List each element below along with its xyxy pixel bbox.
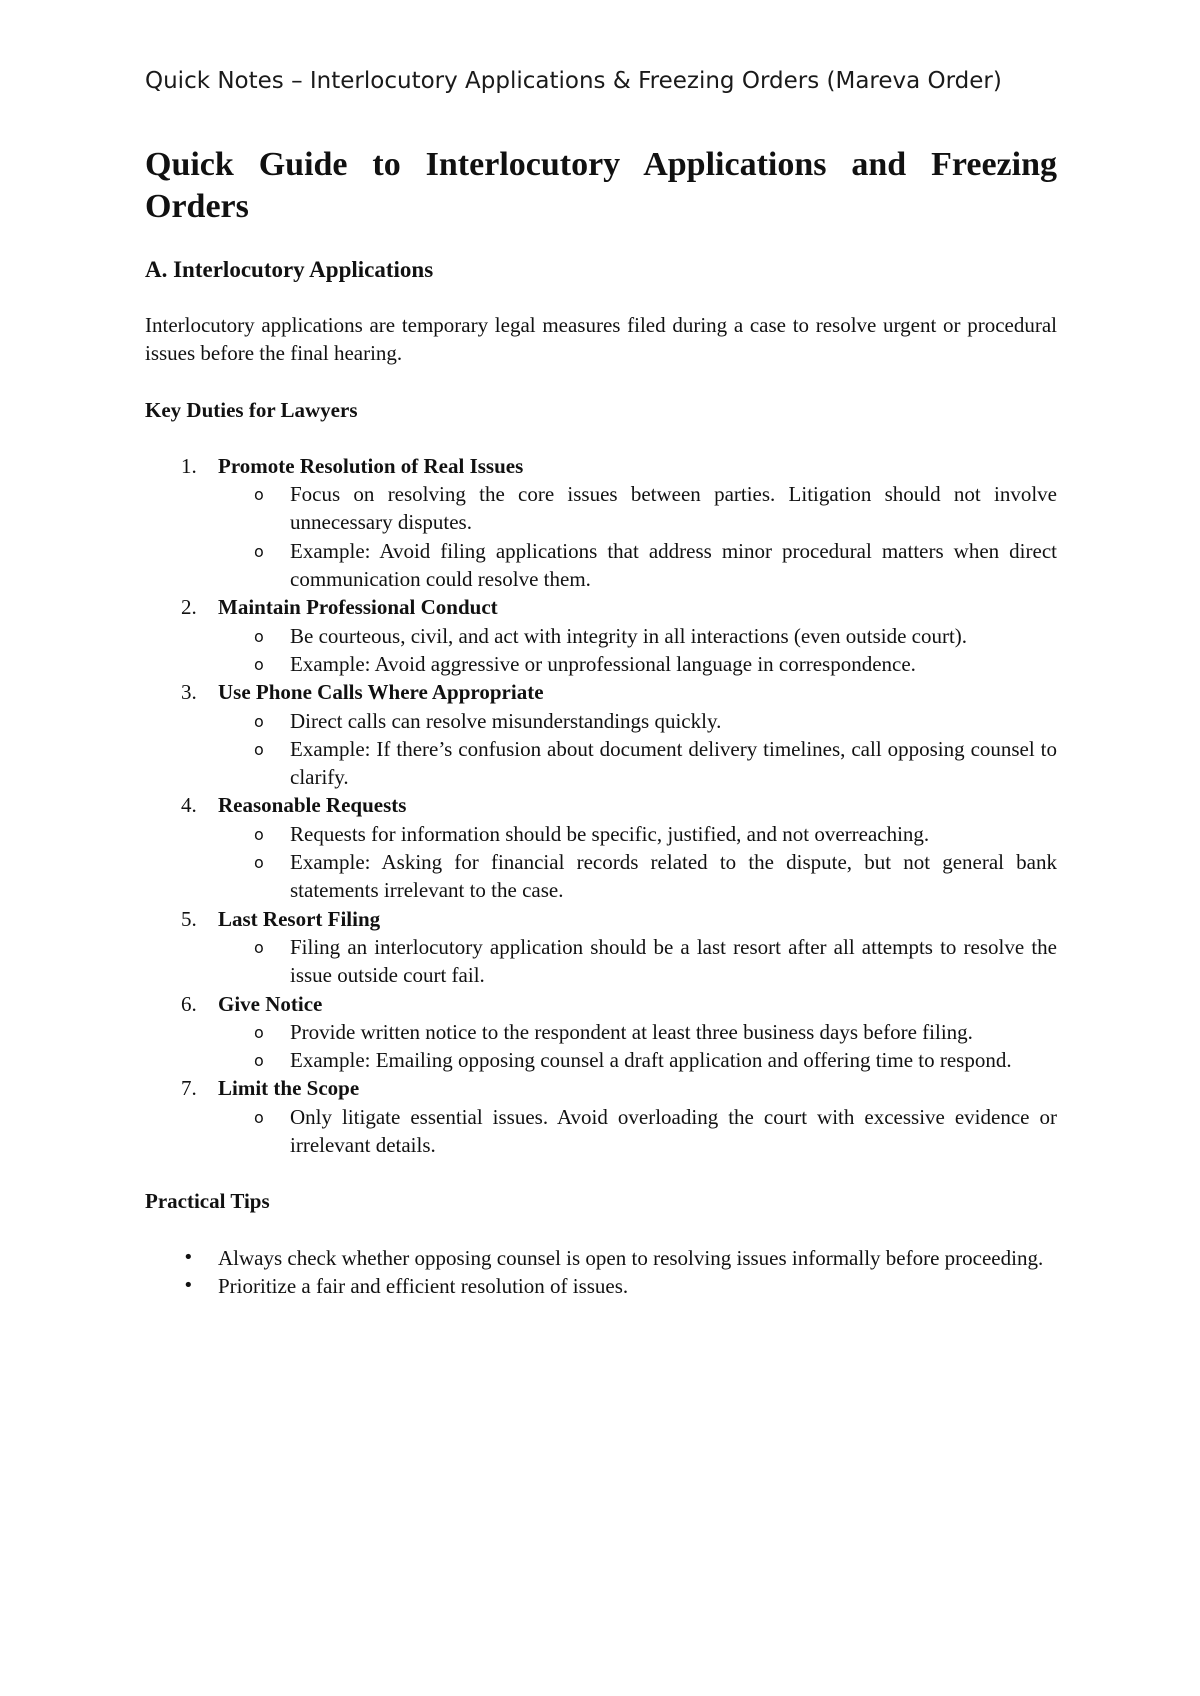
duty-point-text: Example: Avoid filing applications that address minor procedural matters when direct communication could resolve them.: [290, 538, 1057, 592]
duty-item: [145, 678, 1057, 791]
bullet-dot-icon: •: [183, 1246, 194, 1268]
document-title: Quick Guide to Interlocutory Applications and Freezing Orders: [145, 146, 1057, 225]
duty-title: Use Phone Calls Where Appropriate: [218, 680, 544, 705]
duty-point-text: Be courteous, civil, and act with integrity in all interactions (even outside court).: [290, 623, 968, 648]
duty-point-text: Example: Avoid aggressive or unprofessional language in correspondence.: [290, 651, 916, 676]
duty-item: [145, 1074, 1057, 1159]
key-duties-heading: Key Duties for Lawyers: [145, 397, 358, 422]
duty-title: Give Notice: [218, 991, 323, 1016]
duty-points: [218, 480, 1057, 593]
duty-number: 6.: [181, 991, 197, 1016]
circle-bullet-icon: o: [254, 1022, 264, 1042]
duty-points: [218, 622, 1057, 679]
circle-bullet-icon: o: [254, 711, 264, 731]
duty-points: [218, 707, 1057, 792]
circle-bullet-icon: o: [254, 654, 264, 674]
duty-title: Last Resort Filing: [218, 906, 381, 931]
duty-number: 4.: [181, 793, 197, 818]
duty-title: Maintain Professional Conduct: [218, 595, 498, 620]
duty-point: [218, 650, 1057, 678]
tips-list: [145, 1244, 1057, 1301]
duty-item: [145, 791, 1057, 904]
duty-point-text: Example: Emailing opposing counsel a draft application and offering time to respond.: [290, 1048, 1012, 1073]
duty-point: [218, 848, 1057, 905]
tip-item: [145, 1244, 1057, 1272]
bullet-dot-icon: •: [183, 1274, 194, 1296]
duty-number: 7.: [181, 1076, 197, 1101]
duty-title: Limit the Scope: [218, 1076, 360, 1101]
circle-bullet-icon: o: [254, 824, 264, 844]
duty-point: [218, 480, 1057, 537]
intro-paragraph: Interlocutory applications are temporary legal measures filed during a case to resolve urgent or procedural issues before the final hearing.: [145, 313, 1057, 366]
circle-bullet-icon: o: [254, 626, 264, 646]
circle-bullet-icon: o: [254, 937, 264, 957]
duty-number: 2.: [181, 595, 197, 620]
duty-point-text: Focus on resolving the core issues between parties. Litigation should not involve unnecessary disputes.: [290, 482, 1057, 535]
duty-point: [218, 1103, 1057, 1160]
section-heading-a: A. Interlocutory Applications: [145, 257, 434, 282]
practical-tips-heading: Practical Tips: [145, 1189, 270, 1214]
duty-point-text: Only litigate essential issues. Avoid overloading the court with excessive evidence or irrelevant details.: [290, 1104, 1057, 1158]
duty-number: 1.: [181, 453, 197, 478]
duty-point-text: Filing an interlocutory application should be a last resort after all attempts to resolve the issue outside court fail.: [290, 934, 1057, 988]
duty-point-text: Requests for information should be specific, justified, and not overreaching.: [290, 821, 930, 846]
duty-point: [218, 537, 1057, 594]
circle-bullet-icon: o: [254, 853, 264, 873]
duty-point: [218, 1046, 1057, 1074]
duty-points: [218, 933, 1057, 990]
tip-text: Prioritize a fair and efficient resolution of issues.: [218, 1273, 629, 1298]
circle-bullet-icon: o: [254, 1051, 264, 1071]
tip-text: Always check whether opposing counsel is open to resolving issues informally before proceeding.: [218, 1245, 1044, 1270]
duty-point: [218, 820, 1057, 848]
duties-list: [145, 452, 1057, 1159]
circle-bullet-icon: o: [254, 739, 264, 759]
tip-item: [145, 1272, 1057, 1300]
duty-item: [145, 905, 1057, 990]
circle-bullet-icon: o: [254, 1107, 264, 1127]
duty-point-text: Provide written notice to the respondent at least three business days before filing.: [290, 1019, 973, 1044]
duty-point-text: Direct calls can resolve misunderstandings quickly.: [290, 708, 722, 733]
duty-point: [218, 735, 1057, 792]
duty-point: [218, 622, 1057, 650]
duty-points: [218, 1103, 1057, 1160]
duty-title: Promote Resolution of Real Issues: [218, 453, 524, 478]
duty-title: Reasonable Requests: [218, 793, 407, 818]
duty-point-text: Example: If there’s confusion about document delivery timelines, call opposing counsel to clarify.: [290, 736, 1057, 790]
document-body: [145, 144, 1057, 1300]
duty-point: [218, 933, 1057, 990]
running-header: Quick Notes – Interlocutory Applications & Freezing Orders (Mareva Order): [145, 68, 1002, 94]
duty-points: [218, 820, 1057, 905]
circle-bullet-icon: o: [254, 541, 264, 561]
circle-bullet-icon: o: [254, 485, 264, 505]
duty-item: [145, 452, 1057, 593]
duty-points: [218, 1018, 1057, 1075]
duty-point: [218, 707, 1057, 735]
duty-point-text: Example: Asking for financial records related to the dispute, but not general bank statements irrelevant to the case.: [290, 850, 1057, 903]
duty-number: 3.: [181, 680, 197, 705]
duty-item: [145, 593, 1057, 678]
duty-number: 5.: [181, 906, 197, 931]
duty-item: [145, 990, 1057, 1075]
duty-point: [218, 1018, 1057, 1046]
